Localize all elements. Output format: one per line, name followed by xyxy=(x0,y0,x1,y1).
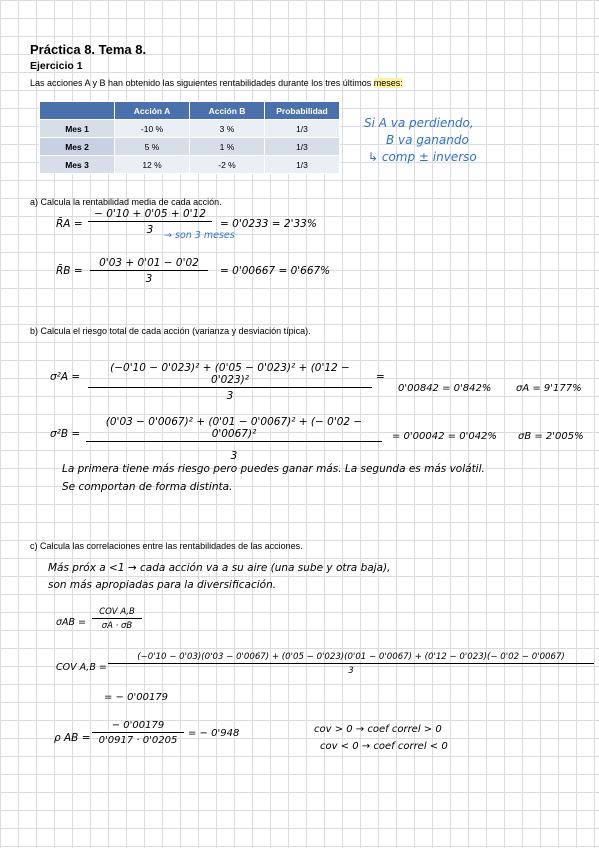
corr-def-fraction xyxy=(92,607,142,631)
note-line2: son más apropiadas para la diversificación. xyxy=(48,579,277,591)
corr-def-numerator: COV A,B xyxy=(92,607,142,619)
table-cell: Mes 2 xyxy=(40,138,115,156)
exercise-heading: Ejercicio 1 xyxy=(30,60,83,72)
question-b: b) Calcula el riesgo total de cada acción (varianza y desviación típica). xyxy=(30,326,311,336)
var-b-denominator: 3 xyxy=(230,450,238,462)
rho-label: ρ AB = xyxy=(54,732,91,744)
question-a: a) Calcula la rentabilidad media de cada acción. xyxy=(30,197,222,207)
table-cell: 1 % xyxy=(190,138,265,156)
comment-line1: La primera tiene más riesgo pero puedes ganar más. La segunda es más volátil. xyxy=(62,463,485,475)
table-cell: -2 % xyxy=(190,156,265,174)
rho-denominator: 0'0917 · 0'0205 xyxy=(98,735,178,746)
var-b-result: = 0'00042 = 0'042% xyxy=(392,431,497,442)
rb-numerator: 0'03 + 0'01 − 0'02 xyxy=(90,257,208,271)
var-a-equals: = xyxy=(376,371,385,383)
table-header-cell xyxy=(40,102,115,120)
rb-denominator: 3 xyxy=(145,273,153,285)
var-b-label: σ²B = xyxy=(50,428,81,440)
var-a-label: σ²A = xyxy=(50,371,81,383)
rho-numerator: − 0'00179 xyxy=(92,720,184,733)
table-cell: -10 % xyxy=(115,120,190,138)
page-title: Práctica 8. Tema 8. xyxy=(30,42,147,57)
var-a-denominator: 3 xyxy=(226,390,234,402)
var-b-numerator: (0'03 − 0'0067)² + (0'01 − 0'0067)² + (− 0'02 − 0'0067)² xyxy=(86,416,382,442)
cov-denominator: 3 xyxy=(348,666,354,676)
table-cell: 3 % xyxy=(190,120,265,138)
table-cell: Mes 3 xyxy=(40,156,115,174)
intro-text xyxy=(30,78,403,88)
side-note-line1: Si A va perdiendo, xyxy=(364,116,474,130)
table-cell: Mes 1 xyxy=(40,120,115,138)
cov-numerator: (−0'10 − 0'03)(0'03 − 0'0067) + (0'05 − 0'023)(0'01 − 0'0067) + (0'12 − 0'023)(− 0'02 − 0'0067) xyxy=(108,652,594,664)
var-a-fraction xyxy=(88,362,372,402)
table-header-row xyxy=(40,102,340,120)
intro-highlight: meses: xyxy=(373,78,403,88)
table-header-cell: Probabilidad xyxy=(265,102,340,120)
ra-label: R̄A = xyxy=(56,218,83,230)
returns-table xyxy=(39,101,340,174)
cov-label: COV A,B = xyxy=(56,662,107,673)
corr-def-denominator: σA · σB xyxy=(101,621,133,631)
table-cell: 1/3 xyxy=(265,120,340,138)
table-row xyxy=(40,156,340,174)
ra-note: → son 3 meses xyxy=(164,230,235,241)
intro-text-main: Las acciones A y B han obtenido las siguientes rentabilidades durante los tres últimos xyxy=(30,78,374,88)
rb-label: R̄B = xyxy=(56,265,83,277)
table-cell: 12 % xyxy=(115,156,190,174)
rb-fraction xyxy=(90,257,208,285)
rule-line2: cov < 0 → coef correl < 0 xyxy=(320,741,448,752)
var-b-fraction xyxy=(86,416,382,462)
ra-denominator: 3 xyxy=(146,224,154,236)
side-note-line3: ↳ comp ± inverso xyxy=(368,150,477,164)
question-c: c) Calcula las correlaciones entre las rentabilidades de las acciones. xyxy=(30,541,303,551)
table-header-cell: Acción A xyxy=(115,102,190,120)
rule-line1: cov > 0 → coef correl > 0 xyxy=(314,724,442,735)
table-cell: 5 % xyxy=(115,138,190,156)
rho-result: = − 0'948 xyxy=(188,728,240,739)
table-header-cell: Acción B xyxy=(190,102,265,120)
cov-fraction xyxy=(108,652,594,676)
ra-result: = 0'0233 = 2'33% xyxy=(220,218,317,230)
var-a-result: 0'00842 = 0'842% xyxy=(398,383,492,394)
rho-fraction xyxy=(92,720,184,746)
sd-a-result: σA = 9'177% xyxy=(516,383,582,394)
var-a-numerator: (−0'10 − 0'023)² + (0'05 − 0'023)² + (0'12 − 0'023)² xyxy=(88,362,372,388)
ra-numerator: − 0'10 + 0'05 + 0'12 xyxy=(88,208,212,222)
table-row xyxy=(40,120,340,138)
side-note-line2: B va ganando xyxy=(386,133,469,147)
rb-result: = 0'00667 = 0'667% xyxy=(220,265,331,277)
sd-b-result: σB = 2'005% xyxy=(518,431,584,442)
cov-result: = − 0'00179 xyxy=(104,692,169,703)
table-cell: 1/3 xyxy=(265,156,340,174)
corr-def-label: σAB = xyxy=(56,617,87,628)
comment-line2: Se comportan de forma distinta. xyxy=(62,481,233,493)
table-cell: 1/3 xyxy=(265,138,340,156)
table-row xyxy=(40,138,340,156)
note-line1: Más próx a <1 → cada acción va a su aire (una sube y otra baja), xyxy=(48,562,391,574)
